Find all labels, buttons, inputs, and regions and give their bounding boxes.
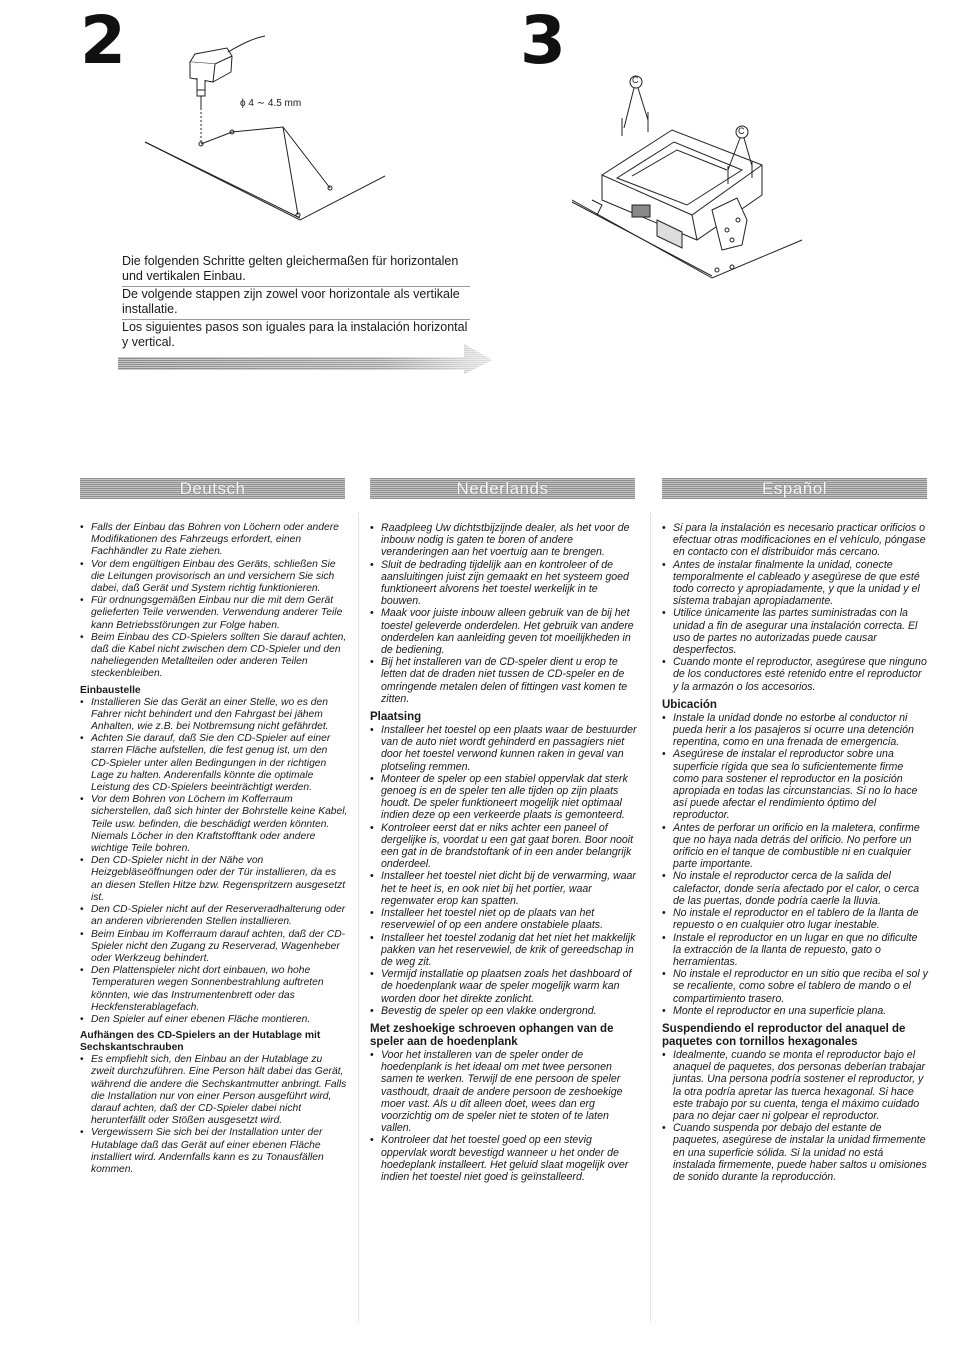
list-item: • Installieren Sie das Gerät an einer Stelle, wo es den Fahrer nicht behindert und den Fahrgast bei jähem Anhalten, wie z.B. bei Notbremsung nicht gefährdet. xyxy=(80,697,348,734)
list-item: • No instale el reproductor cerca de la salida del calefactor, donde sería afectado por el calor, o cerca de las puertas, donde podría caerle la lluvia. xyxy=(662,870,928,907)
list-item: • Für ordnungsgemäßen Einbau nur die mit dem Gerät gelieferten Teile verwenden. Verwendung anderer Teile kann Betriebsstörungen zur Folge haben. xyxy=(80,595,348,632)
list-item: • Monte el reproductor en una superficie plana. xyxy=(662,1005,928,1017)
nederlands-general-list xyxy=(370,522,638,705)
column-nederlands xyxy=(370,522,638,1183)
list-item: • Antes de perforar un orificio en la maletera, confirme que no haya nada detrás del orificio. No perfore un orificio en el tanque de combustible ni en cualquier parte importante. xyxy=(662,822,928,871)
list-item: • Kontroleer eerst dat er niks achter een paneel of dergelijke is, voordat u een gat gaat boren. Boor nooit een gat in de brandstoftank of in een ander belangrijk onderdeel. xyxy=(370,822,638,871)
list-item: • Voor het installeren van de speler onder de hoedenplank is het ideaal om met twee personen samen te werken. Terwijl de ene persoon de speler vasthoudt, draait de andere persoon de zeshoekige moer vast. Als u dit alleen doet, wees dan erg voorzichtig om de speler niet te stoten of te laten vallen. xyxy=(370,1049,638,1134)
list-item: • Raadpleeg Uw dichtstbijzijnde dealer, als het voor de inbouw nodig is gaten te boren of andere veranderingen aan het voertuig aan te brengen. xyxy=(370,522,638,559)
list-item: • Asegúrese de instalar el reproductor sobre una superficie rígida que sea lo suficientemente firme como para sostener el reproductor en la posición apropiada en todas las circunstancias. Si no lo hace así puede afectar el rendimiento óptimo del reproductor. xyxy=(662,748,928,821)
espanol-hanging-list xyxy=(662,1049,928,1183)
list-item: • Beim Einbau des CD-Spielers sollten Sie darauf achten, daß die Kabel nicht zwischen dem CD-Spieler und den naheliegenden Metallteilen oder anderen Teilen steckenbleiben. xyxy=(80,632,348,681)
list-item: • Vor dem engültigen Einbau des Geräts, schließen Sie die Leitungen provisorisch an und versichern Sie sich dabei, daß Gerät und System richtig funktionieren. xyxy=(80,559,348,596)
nederlands-location-list xyxy=(370,724,638,1017)
deutsch-hanging-list xyxy=(80,1054,348,1176)
hole-diameter-label: ϕ 4 ∼ 4.5 mm xyxy=(240,98,302,109)
tab-deutsch: Deutsch xyxy=(80,478,345,499)
list-item: • No instale el reproductor en un sitio que reciba el sol y se recaliente, como sobre el tablero de mando o el compartimiento trasero. xyxy=(662,968,928,1005)
list-item: • Maak voor juiste inbouw alleen gebruik van de bij het toestel geleverde onderdelen. Het gebruik van andere onderdelen kan aanleiding geven tot moeilijkheden in de bediening. xyxy=(370,607,638,656)
list-item: • Den CD-Spieler nicht auf der Reserveradhalterung oder an anderen vibrierenden Stellen installieren. xyxy=(80,904,348,928)
step-number-2: 2 xyxy=(80,2,126,79)
list-item: • Monteer de speler op een stabiel oppervlak dat sterk genoeg is en de speler ten alle tijden op zijn plaats houdt. De speler funktioneert mogelijk niet optimaal indien deze op een verkeerde plaats is gemonteerd. xyxy=(370,773,638,822)
list-item: • Achten Sie darauf, daß Sie den CD-Spieler auf einer starren Fläche aufstellen, die fest genug ist, um den CD-Spieler unter allen Bedingungen in der richtigen Lage zu halten. Anderenfalls könnte die optimale Leistung des CD-Spielers beeinträchtigt werden. xyxy=(80,733,348,794)
list-item: • Den CD-Spieler nicht in der Nähe von Heizgebläseöffnungen oder der Tür installieren, da es an diesen Stellen Hitze bzw. Regenspritzern ausgesetzt ist. xyxy=(80,855,348,904)
intro-german-text: Die folgenden Schritte gelten gleichermaßen für horizontalen und vertikalen Einbau. xyxy=(122,254,470,287)
drill-illustration xyxy=(135,30,395,230)
list-item: • Kontroleer dat het toestel goed op een stevig oppervlak wordt bevestigd wanneer u het onder de hoedeplank installeert. Het geluid slaat mogelijk over indien het toestel niet goed is geïnstalleerd. xyxy=(370,1134,638,1183)
deutsch-location-list xyxy=(80,697,348,1026)
cd-player-illustration xyxy=(562,70,812,280)
column-divider xyxy=(650,512,652,1322)
list-item: • Bij het installeren van de CD-speler dient u erop te letten dat de draden niet tussen de CD-speler en de omringende metalen delen of fittingen vast komen te zitten. xyxy=(370,656,638,705)
list-item: • Vermijd installatie op plaatsen zoals het dashboard of de hoedenplank waar de speler mogelijk warm kan worden door het direkte zonlicht. xyxy=(370,968,638,1005)
column-divider xyxy=(358,512,360,1322)
list-item: • Beim Einbau im Kofferraum darauf achten, daß der CD-Spieler nicht den Zugang zu Reserverad, Wagenheber oder Werkzeug behindert. xyxy=(80,929,348,966)
tab-espanol: Español xyxy=(662,478,927,499)
list-item: • Idealmente, cuando se monta el reproductor bajo el anaquel de paquetes, dos personas deberían trabajar juntas. Una persona podría sostener el reproductor, y la otra podría apretar las tuerca hexagonal. Si hace este trabajo por su cuenta, tenga el máximo cuidado para no dejar caer ni golpear el reproductor. xyxy=(662,1049,928,1122)
list-item: • Antes de instalar finalmente la unidad, conecte temporalmente el cableado y asegúrese de que esté todo correcto y apropiadamente, y que la unidad y el sistema trabajan apropiadamente. xyxy=(662,559,928,608)
list-item: • Cuando suspenda por debajo del estante de paquetes, asegúrese de instalar la unidad firmemente en una superficie sólida. Si la unidad no está instalada firmemente, puede haber saltos u omisiones de sonido durante la reproducción. xyxy=(662,1122,928,1183)
list-item: • Installeer het toestel niet op de plaats van het reservewiel of op een andere onstabiele plaats. xyxy=(370,907,638,931)
list-item: • Si para la instalación es necesario practicar orificios o efectuar otras modificaciones en el vehículo, póngase en contacto con el distribuidor más cercano. xyxy=(662,522,928,559)
section-heading: Suspendiendo el reproductor del anaquel de paquetes con tornillos hexagonales xyxy=(662,1022,906,1048)
section-heading: Plaatsing xyxy=(370,711,422,724)
list-item: • Bevestig de speler op een vlakke ondergrond. xyxy=(370,1005,638,1017)
column-deutsch xyxy=(80,522,348,1176)
list-item: • Falls der Einbau das Bohren von Löchern oder andere Modifikationen des Fahrzeugs erfordert, einen Fachhändler zu Rate ziehen. xyxy=(80,522,348,559)
list-item: • Instale el reproductor en un lugar en que no dificulte la extracción de la llanta de repuesto, gato o herramientas. xyxy=(662,932,928,969)
section-heading: Ubicación xyxy=(662,698,717,711)
section-heading: Einbaustelle xyxy=(80,684,141,696)
callout-c-left: C xyxy=(632,75,639,85)
list-item: • Den Spieler auf einer ebenen Fläche montieren. xyxy=(80,1014,348,1026)
espanol-general-list xyxy=(662,522,928,693)
list-item: • Vor dem Bohren von Löchern im Kofferraum sicherstellen, daß sich hinter der Bohrstelle keine Kabel, Teile usw. befinden, die beschädigt werden könnten. Niemals Löcher in den Kraftstofftank oder andere wichtige Teile bohren. xyxy=(80,794,348,855)
column-espanol xyxy=(662,522,928,1183)
intro-dutch xyxy=(122,287,470,320)
list-item: • Instale la unidad donde no estorbe al conductor ni pueda herir a los pasajeros si ocurre una detención repentina, como en una frenada de emergencia. xyxy=(662,712,928,749)
espanol-location-list xyxy=(662,712,928,1017)
list-item: • Utilice únicamente las partes suministradas con la unidad a fin de asegurar una instalación correcta. El uso de partes no autorizadas puede causar desperfectos. xyxy=(662,607,928,656)
intro-dutch-text: De volgende stappen zijn zowel voor horizontale als vertikale installatie. xyxy=(122,287,470,320)
callout-c-right: C xyxy=(738,126,745,136)
direction-arrow xyxy=(118,340,492,374)
deutsch-general-list xyxy=(80,522,348,681)
list-item: • Installeer het toestel niet dicht bij de verwarming, waar het te heet is, en ook niet bij het portier, waar regenwater erop kan spatten. xyxy=(370,870,638,907)
list-item: • Installeer het toestel op een plaats waar de bestuurder van de auto niet wordt gehinderd en passagiers niet door het toestel verwond kunnen raken in geval van plotseling remmen. xyxy=(370,724,638,773)
intro-spanish-text: Los siguientes pasos son iguales para la instalación horizontal y vertical. xyxy=(122,320,468,349)
list-item: • Installeer het toestel zodanig dat het niet het makkelijk pakken van het reservewiel, de krik of gereedschap in de weg zit. xyxy=(370,932,638,969)
nederlands-hanging-list xyxy=(370,1049,638,1183)
section-heading: Aufhängen des CD-Spielers an der Hutablage mit Sechskantschrauben xyxy=(80,1030,321,1054)
section-heading: Met zeshoekige schroeven ophangen van de speler aan de hoedenplank xyxy=(370,1022,614,1048)
list-item: • Es empfiehlt sich, den Einbau an der Hutablage zu zweit durchzuführen. Eine Person hält dabei das Gerät, während die andere die Sechskantmutter anbringt. Falls die Installation nur von einer Person ausgeführt wird, darauf achten, daß der CD-Spieler dabei nicht herunterfällt oder Stößen ausgesetzt wird. xyxy=(80,1054,348,1127)
list-item: • No instale el reproductor en el tablero de la llanta de repuesto o en cualquier otro lugar inestable. xyxy=(662,907,928,931)
list-item: • Sluit de bedrading tijdelijk aan en kontroleer of de aansluitingen juist zijn gemaakt en het systeem goed funktioneert alvorens het toestel werkelijk in te bouwen. xyxy=(370,559,638,608)
step-number-3: 3 xyxy=(520,2,566,79)
list-item: • Vergewissern Sie sich bei der Installation unter der Hutablage daß das Gerät auf einer ebenen Fläche installiert wird. Andernfalls kann es zu Tonausfällen kommen. xyxy=(80,1127,348,1176)
tab-nederlands: Nederlands xyxy=(370,478,635,499)
intro-german xyxy=(122,254,470,287)
list-item: • Cuando monte el reproductor, asegúrese que ninguno de los conductores esté retenido entre el reproductor y la armazón o los accesorios. xyxy=(662,656,928,693)
list-item: • Den Plattenspieler nicht dort einbauen, wo hohe Temperaturen wegen Sonnenbestrahlung auftreten könnten, wie das Instrumentenbrett oder das Heckfensterablagefach. xyxy=(80,965,348,1014)
